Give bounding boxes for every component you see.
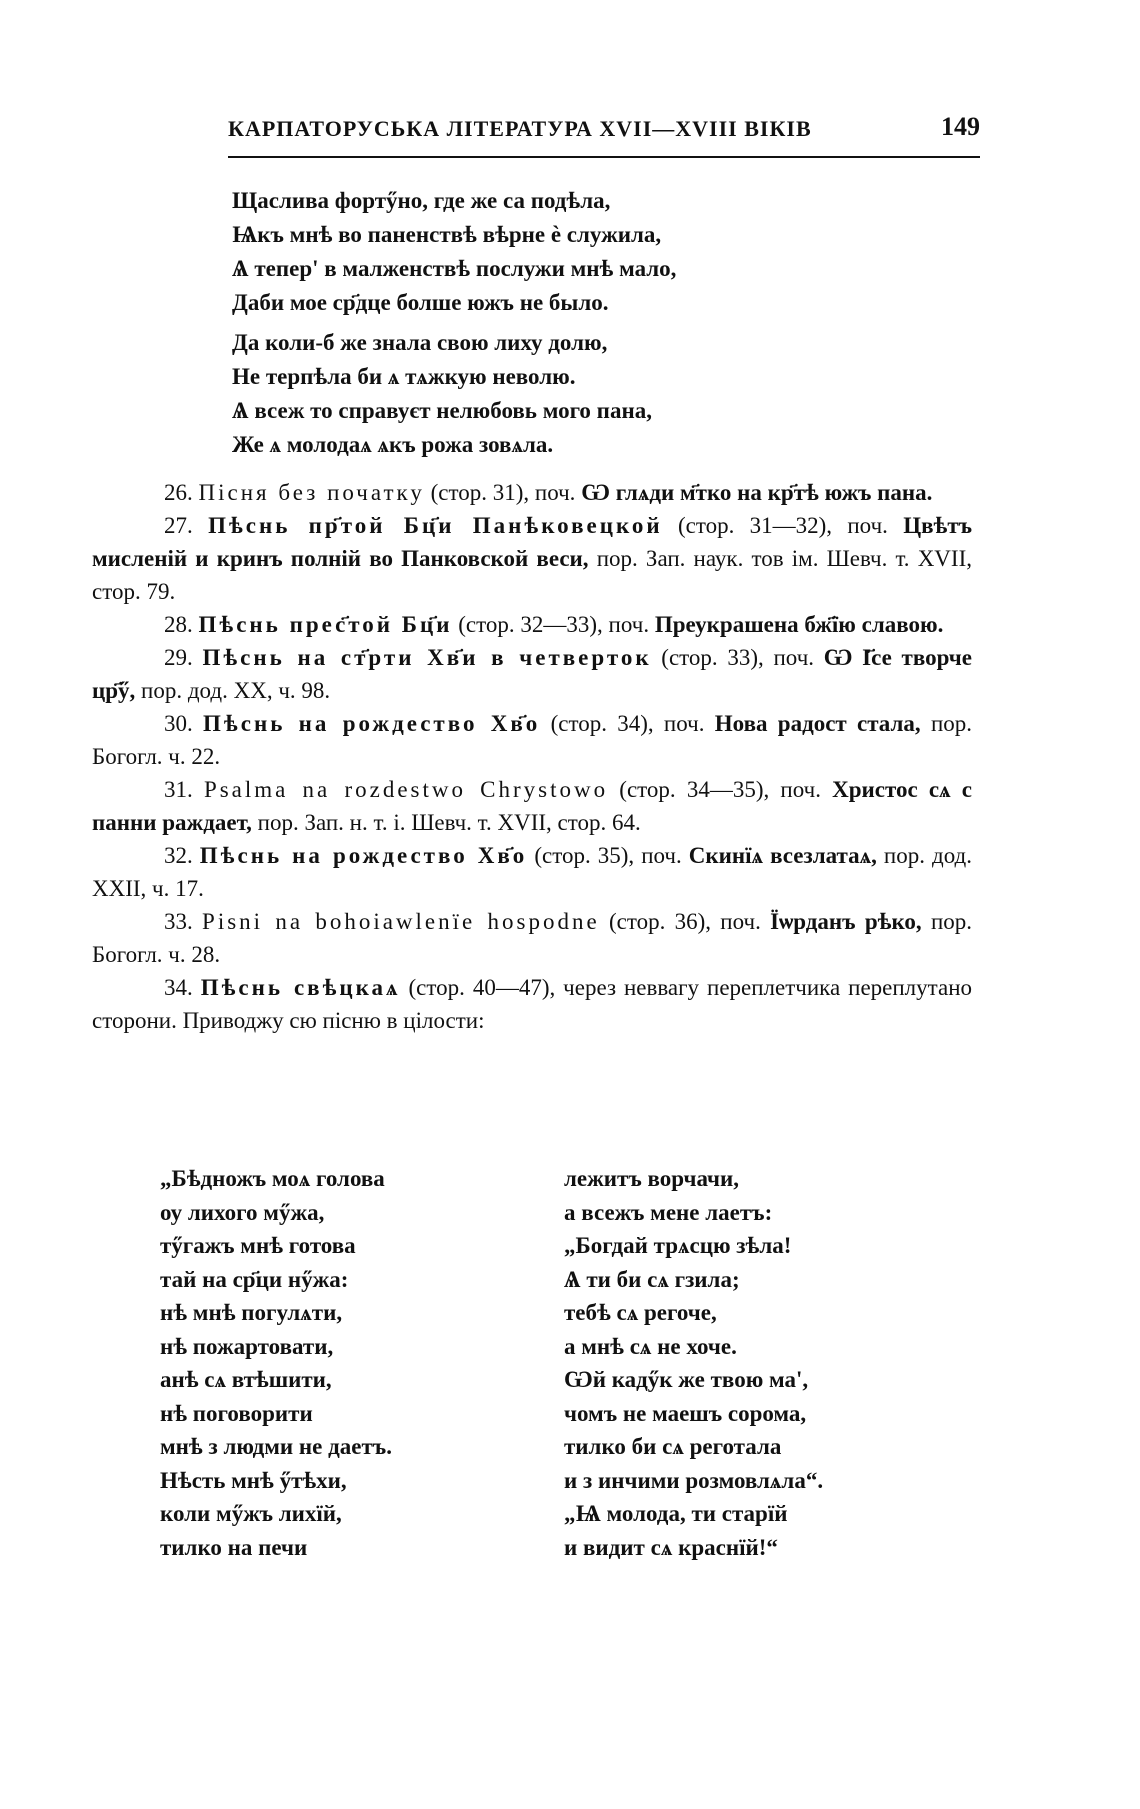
entry-incipit: Христос сѧ с панни раждает,	[92, 777, 972, 835]
page-number: 149	[941, 112, 980, 141]
header-title: КАРПАТОРУСЬКА ЛІТЕРАТУРА XVII—XVIII ВІКІВ	[228, 116, 812, 141]
verse-line: Ѧ тепер' в малженствѣ послужи мнѣ мало,	[232, 256, 677, 281]
entry-list	[92, 476, 972, 1037]
entry-incipit: Цвѣтъ мисленій и кринъ полній во Панковской веси,	[92, 513, 973, 571]
entry-tail: пор. Богогл. ч. 28.	[92, 909, 972, 967]
poem-line: и видит сѧ краснїй!“	[564, 1534, 778, 1560]
entry-incipit: Ѡ І҃се творче цр҃ӳ,	[92, 645, 972, 703]
poem-column-left	[160, 1162, 392, 1564]
entry-title: Пѣснь свѣцкаѧ	[200, 975, 401, 1000]
verse-line: Не терпѣла би ѧ тѧжкую неволю.	[232, 364, 576, 389]
entry-34	[92, 971, 972, 1037]
entry-28	[92, 608, 972, 641]
entry-incipit: Ѡ глѧди м҃тко на кр҃тѣ южъ пана.	[581, 480, 933, 505]
poem-line: мнѣ з людми не даетъ.	[160, 1434, 392, 1459]
entry-tail: пор. Зап. н. т. і. Шевч. т. XVII, стор. 64.	[251, 810, 641, 835]
entry-number: 31.	[164, 777, 193, 802]
entry-number: 26.	[164, 480, 193, 505]
entry-title: Пѣснь на рождество Хв҃о	[203, 711, 541, 736]
poem-line: нѣ мнѣ погулѧти,	[160, 1300, 343, 1325]
entry-title: Psalma na rozdestwo Chrystowo	[203, 777, 609, 802]
poem-line: а мнѣ сѧ не хоче.	[564, 1333, 737, 1359]
poem-line: „Бѣдножъ моѧ голова	[160, 1166, 385, 1191]
verse-line: Щаслива фортӳно, где же са подѣла,	[232, 188, 611, 213]
entry-number: 32.	[164, 843, 193, 868]
verse-line: Даби мое ср҃дце болше южъ не было.	[232, 290, 609, 315]
poem-line: нѣ пожартовати,	[160, 1333, 334, 1359]
entry-ref: (стор. 34), поч.	[540, 711, 715, 736]
poem-line: тилко би сѧ реготала	[564, 1434, 782, 1459]
entry-33	[92, 905, 972, 971]
entry-31	[92, 773, 972, 839]
entry-number: 29.	[164, 645, 193, 670]
poem-line: тебѣ сѧ регоче,	[564, 1300, 717, 1325]
entry-27	[92, 509, 972, 608]
poem-line: тӳгажъ мнѣ готова	[160, 1233, 356, 1258]
entry-tail: пор. Зап. наук. тов ім. Шевч. т. XVII, стор. 79.	[92, 546, 972, 604]
poem-line: Ѧ ти би сѧ гзила;	[564, 1266, 740, 1292]
entry-title: Пісня без початку	[198, 480, 425, 505]
poem-line: Ѡй кадӳк же твою ма',	[564, 1367, 809, 1392]
verse-stanza-2	[232, 326, 652, 462]
entry-incipit: Їѡрданъ рѣко,	[770, 909, 922, 934]
entry-title: Пѣснь на рождество Хв҃о	[199, 843, 528, 868]
running-header	[228, 112, 980, 158]
entry-ref: (стор. 36), поч.	[599, 909, 771, 934]
poem-column-right	[564, 1162, 823, 1564]
entry-ref: (стор. 35), поч.	[527, 843, 689, 868]
entry-ref: (стор. 31), поч.	[424, 480, 582, 505]
entry-ref: (стор. 33), поч.	[651, 645, 824, 670]
poem-line: и з инчими розмовлѧла“.	[564, 1467, 824, 1493]
entry-tail: пор. Богогл. ч. 22.	[92, 711, 973, 769]
entry-30	[92, 707, 972, 773]
entry-tail: пор. дод. XX, ч. 98.	[135, 678, 331, 703]
poem-line: тилко на печи	[160, 1534, 308, 1560]
entry-number: 28.	[164, 612, 193, 637]
verse-line: Ѧ всеж то справуєт нелюбовь мого пана,	[232, 398, 652, 423]
entry-number: 27.	[164, 513, 193, 538]
entry-title: Пѣснь на ст҃рти Хв҃и в четверток	[202, 645, 652, 670]
poem-line: лежитъ ворчачи,	[564, 1166, 740, 1191]
poem-line: „Богдай трѧсцю зѣла!	[564, 1233, 792, 1258]
entry-incipit: Скинїѧ всезлатаѧ,	[688, 843, 877, 868]
verse-stanza-1	[232, 184, 676, 320]
verse-line: Да коли-б же знала свою лиху долю,	[232, 330, 608, 355]
entry-ref: (стор. 40—47), через неввагу переплетчика переплутано сторони. Приводжу сю пісню в цілости:	[92, 975, 973, 1033]
poem-line: чомъ не маешъ сорома,	[564, 1400, 807, 1426]
entry-26	[92, 476, 972, 509]
entry-ref: (стор. 32—33), поч.	[452, 612, 655, 637]
entry-number: 30.	[164, 711, 193, 736]
poem-line: нѣ поговорити	[160, 1400, 313, 1426]
poem-line: Нѣсть мнѣ ӳтѣхи,	[160, 1467, 347, 1493]
poem-line: анѣ сѧ втѣшити,	[160, 1367, 332, 1392]
poem-line: тай на ср҃ци нӳжа:	[160, 1266, 349, 1292]
poem-line: а всежъ мене лаетъ:	[564, 1199, 773, 1225]
poem-line: коли мӳжъ лихїй,	[160, 1501, 342, 1526]
entry-32	[92, 839, 972, 905]
entry-title: Pisni na bohoiawlenïe hospodne	[202, 909, 600, 934]
entry-title: Пѣснь прес҃той Бц҃и	[198, 612, 453, 637]
entry-number: 33.	[164, 909, 193, 934]
entry-ref: (стор. 34—35), поч.	[608, 777, 833, 802]
entry-title: Пѣснь пр҃той Бц҃и Панѣковецкой	[208, 513, 663, 538]
entry-ref: (стор. 31—32), поч.	[662, 513, 904, 538]
entry-incipit: Нова радост стала,	[714, 711, 921, 736]
entry-incipit: Преукрашена бж҃їю славою.	[654, 612, 944, 637]
entry-tail: пор. дод. XXII, ч. 17.	[92, 843, 972, 901]
entry-number: 34.	[164, 975, 193, 1000]
entry-29	[92, 641, 972, 707]
poem-line: „Ѩ молода, ти старїй	[564, 1501, 788, 1526]
poem-line: оу лихого мӳжа,	[160, 1199, 325, 1225]
verse-line: Же ѧ молодаѧ ѧкъ рожа зовѧла.	[232, 432, 554, 457]
verse-line: Ѩкъ мнѣ во паненствѣ вѣрне ѐ служила,	[232, 222, 662, 247]
